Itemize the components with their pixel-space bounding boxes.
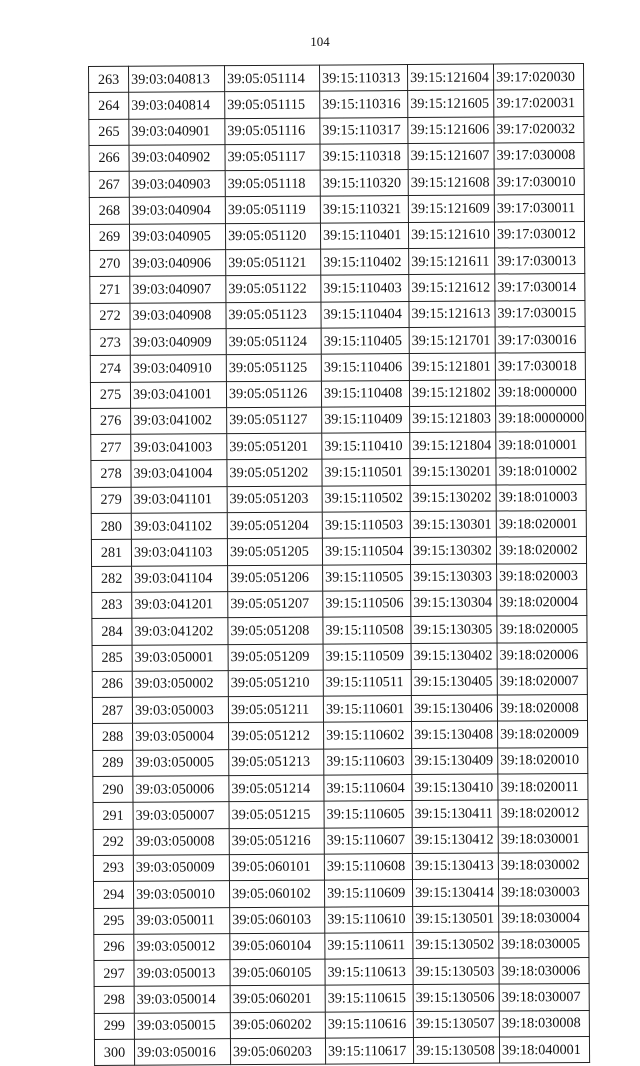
cadastral-number-cell: 39:05:051208 [228,617,323,644]
table-row [92,589,587,618]
table-row [91,484,586,513]
cadastral-number-cell: 39:18:020007 [497,668,587,695]
row-number-cell: 285 [92,645,132,672]
cadastral-number-cell: 39:15:110402 [321,249,409,276]
table-row [92,668,587,697]
table-row [91,432,586,461]
cadastral-number-cell: 39:18:020005 [497,616,587,643]
row-number-cell: 283 [92,592,132,619]
row-number-cell: 287 [92,697,132,724]
cadastral-number-cell: 39:15:130412 [412,827,498,854]
cadastral-number-cell: 39:03:050001 [132,644,228,671]
cadastral-number-cell: 39:03:041103 [131,539,227,566]
row-number-cell: 278 [91,461,131,488]
cadastral-number-cell: 39:15:130406 [411,695,497,722]
row-number-cell: 267 [89,171,129,198]
cadastral-number-cell: 39:05:051118 [225,170,320,197]
cadastral-number-cell: 39:15:121803 [410,406,496,433]
row-number-cell: 271 [90,277,130,304]
cadastral-number-cell: 39:03:040904 [129,197,225,224]
cadastral-number-cell: 39:15:130508 [413,1037,499,1064]
cadastral-number-cell: 39:17:030015 [495,300,585,327]
cadastral-number-cell: 39:15:130305 [411,616,497,643]
cadastral-number-cell: 39:03:040814 [129,92,225,119]
cadastral-number-cell: 39:15:121611 [409,248,495,275]
cadastral-number-cell: 39:03:041201 [132,592,228,619]
cadastral-number-cell: 39:15:110408 [321,380,409,407]
table-row [89,63,584,92]
cadastral-number-cell: 39:15:110615 [325,985,413,1012]
cadastral-number-cell: 39:05:051125 [226,354,321,381]
cadastral-number-cell: 39:03:050011 [134,907,230,934]
cadastral-number-cell: 39:18:030008 [499,1010,589,1037]
table-row [94,984,589,1013]
row-number-cell: 293 [93,855,133,882]
cadastral-number-cell: 39:15:121608 [408,169,494,196]
cadastral-number-cell: 39:18:030006 [499,958,589,985]
cadastral-number-cell: 39:17:030014 [495,274,585,301]
cadastral-number-cell: 39:03:040903 [129,171,225,198]
cadastral-number-cell: 39:17:030011 [494,195,584,222]
cadastral-number-cell: 39:03:050009 [133,855,229,882]
table-row [94,958,589,987]
cadastral-number-cell: 39:03:041004 [131,460,227,487]
cadastral-number-cell: 39:17:030010 [494,169,584,196]
cadastral-number-cell: 39:15:110506 [323,590,411,617]
cadastral-number-cell: 39:03:040902 [129,145,225,172]
cadastral-number-cell: 39:15:121801 [409,353,495,380]
cadastral-number-cell: 39:05:051211 [228,696,323,723]
table-row [89,195,584,224]
row-number-cell: 289 [93,750,133,777]
table-row [90,300,585,329]
cadastral-number-cell: 39:15:130303 [411,564,497,591]
cadastral-number-cell: 39:15:110503 [322,512,410,539]
cadastral-number-cell: 39:05:051203 [227,486,322,513]
cadastral-number-cell: 39:15:121604 [407,64,493,91]
cadastral-number-cell: 39:15:110401 [320,222,408,249]
row-number-cell: 291 [93,803,133,830]
cadastral-number-cell: 39:05:060203 [230,1038,325,1065]
row-number-cell: 279 [91,487,131,514]
table-row [89,221,584,250]
table-row [94,905,589,934]
cadastral-number-cell: 39:18:030002 [498,852,588,879]
cadastral-number-cell: 39:03:050014 [134,986,230,1013]
cadastral-number-cell: 39:03:050012 [134,933,230,960]
cadastral-number-cell: 39:15:110317 [320,117,408,144]
table-body [89,63,590,1065]
cadastral-number-table [88,63,590,1066]
cadastral-number-cell: 39:15:110502 [322,485,410,512]
cadastral-number-cell: 39:18:020002 [496,537,586,564]
cadastral-number-cell: 39:05:051114 [225,65,320,92]
row-number-cell: 281 [91,540,131,567]
cadastral-number-cell: 39:15:110404 [321,301,409,328]
cadastral-number-cell: 39:03:050013 [134,960,230,987]
cadastral-number-cell: 39:15:130502 [413,932,499,959]
cadastral-number-cell: 39:15:110605 [324,801,412,828]
cadastral-number-cell: 39:15:110511 [323,669,411,696]
cadastral-number-cell: 39:15:121613 [409,301,495,328]
cadastral-number-cell: 39:15:121610 [408,222,494,249]
cadastral-number-cell: 39:15:110611 [325,932,413,959]
cadastral-number-cell: 39:05:051120 [225,223,320,250]
row-number-cell: 275 [90,382,130,409]
cadastral-number-cell: 39:05:051124 [226,328,321,355]
cadastral-number-cell: 39:03:050005 [133,749,229,776]
cadastral-number-cell: 39:17:030013 [495,248,585,275]
cadastral-number-cell: 39:15:130302 [410,537,496,564]
table-row [90,353,585,382]
table-row [90,248,585,277]
row-number-cell: 295 [94,908,134,935]
cadastral-number-cell: 39:15:110313 [319,65,407,92]
cadastral-number-cell: 39:15:130402 [411,643,497,670]
cadastral-number-cell: 39:05:060104 [230,933,325,960]
cadastral-number-cell: 39:15:110608 [324,853,412,880]
row-number-cell: 264 [89,93,129,120]
cadastral-number-cell: 39:15:110321 [320,196,408,223]
cadastral-number-cell: 39:15:110405 [321,328,409,355]
cadastral-number-cell: 39:15:121701 [409,327,495,354]
row-number-cell: 286 [92,671,132,698]
cadastral-number-cell: 39:15:130413 [412,853,498,880]
cadastral-number-cell: 39:15:130202 [410,485,496,512]
cadastral-number-cell: 39:05:051119 [225,197,320,224]
row-number-cell: 274 [90,356,130,383]
cadastral-number-cell: 39:03:041202 [132,618,228,645]
cadastral-number-cell: 39:15:110601 [323,696,411,723]
row-number-cell: 299 [94,1013,134,1040]
cadastral-number-cell: 39:15:110320 [320,170,408,197]
cadastral-number-cell: 39:15:110409 [322,406,410,433]
cadastral-number-cell: 39:03:040901 [129,118,225,145]
cadastral-number-cell: 39:15:110509 [323,643,411,670]
row-number-cell: 288 [93,724,133,751]
row-number-cell: 284 [92,618,132,645]
cadastral-number-cell: 39:18:030001 [498,826,588,853]
cadastral-number-cell: 39:18:030005 [499,931,589,958]
cadastral-number-cell: 39:15:110318 [320,143,408,170]
cadastral-number-cell: 39:05:051206 [228,565,323,592]
table-row [93,852,588,881]
cadastral-number-cell: 39:15:130201 [410,458,496,485]
row-number-cell: 273 [90,329,130,356]
cadastral-number-cell: 39:15:121605 [408,90,494,117]
cadastral-number-cell: 39:15:110610 [325,906,413,933]
cadastral-number-cell: 39:18:030003 [498,879,588,906]
cadastral-number-cell: 39:15:130503 [413,958,499,985]
cadastral-number-cell: 39:15:130408 [412,721,498,748]
row-number-cell: 297 [94,960,134,987]
cadastral-number-cell: 39:15:110616 [325,1011,413,1038]
cadastral-number-cell: 39:05:051126 [226,381,321,408]
table-row [93,747,588,776]
row-number-cell: 282 [92,566,132,593]
cadastral-number-cell: 39:17:020031 [494,90,584,117]
table-row [91,511,586,540]
cadastral-number-cell: 39:03:050006 [133,776,229,803]
cadastral-number-cell: 39:18:000000 [495,379,585,406]
cadastral-number-cell: 39:03:040905 [129,223,225,250]
cadastral-number-cell: 39:18:020012 [498,800,588,827]
cadastral-number-cell: 39:15:130411 [412,800,498,827]
row-number-cell: 280 [91,513,131,540]
row-number-cell: 268 [89,198,129,225]
table-row [90,379,585,408]
table-row [89,142,584,171]
cadastral-number-cell: 39:18:020006 [497,642,587,669]
cadastral-number-cell: 39:03:050003 [132,697,228,724]
cadastral-number-cell: 39:18:020001 [496,511,586,538]
cadastral-number-cell: 39:17:020030 [493,63,583,90]
table-row [92,695,587,724]
cadastral-number-cell: 39:03:050010 [133,881,229,908]
cadastral-number-cell: 39:18:030007 [499,984,589,1011]
row-number-cell: 298 [94,987,134,1014]
cadastral-number-cell: 39:15:110609 [324,880,412,907]
table-row [92,616,587,645]
row-number-cell: 300 [94,1039,134,1066]
page-number: 104 [310,34,330,49]
cadastral-number-cell: 39:15:110316 [320,91,408,118]
cadastral-number-cell: 39:15:130507 [413,1011,499,1038]
cadastral-number-cell: 39:15:121802 [409,380,495,407]
table-row [93,800,588,829]
cadastral-number-cell: 39:15:130304 [411,590,497,617]
row-number-cell: 263 [89,66,129,93]
cadastral-number-cell: 39:03:040910 [130,355,226,382]
row-number-cell: 272 [90,303,130,330]
cadastral-number-cell: 39:05:051215 [229,801,324,828]
table-row [91,405,586,434]
cadastral-number-cell: 39:03:040908 [130,302,226,329]
table-row [93,826,588,855]
cadastral-number-cell: 39:15:110607 [324,827,412,854]
cadastral-number-cell: 39:05:051209 [228,644,323,671]
cadastral-number-cell: 39:03:040813 [129,66,225,93]
cadastral-number-cell: 39:18:020008 [497,695,587,722]
cadastral-number-cell: 39:18:010003 [496,484,586,511]
cadastral-number-cell: 39:15:121804 [410,432,496,459]
cadastral-number-cell: 39:15:110403 [321,275,409,302]
table-row [91,458,586,487]
cadastral-number-cell: 39:18:030004 [499,905,589,932]
cadastral-number-cell: 39:15:121607 [408,143,494,170]
cadastral-number-cell: 39:15:110406 [321,354,409,381]
table-row [91,537,586,566]
cadastral-number-cell: 39:05:051127 [227,407,322,434]
cadastral-number-cell: 39:15:130301 [410,511,496,538]
table-row [94,931,589,960]
cadastral-number-cell: 39:15:110410 [322,433,410,460]
row-number-cell: 292 [93,829,133,856]
cadastral-number-cell: 39:18:0000000 [496,405,586,432]
cadastral-number-cell: 39:05:051117 [225,144,320,171]
cadastral-number-cell: 39:18:020011 [498,773,588,800]
table-row [89,169,584,198]
row-number-cell: 269 [89,224,129,251]
cadastral-number-cell: 39:17:030012 [494,221,584,248]
row-number-cell: 276 [91,408,131,435]
row-number-cell: 290 [93,776,133,803]
table-row [92,642,587,671]
cadastral-number-cell: 39:03:050008 [133,828,229,855]
cadastral-number-cell: 39:05:051121 [226,249,321,276]
cadastral-number-cell: 39:05:051213 [229,749,324,776]
table-row [90,274,585,303]
cadastral-number-cell: 39:03:041003 [131,434,227,461]
cadastral-number-cell: 39:18:020003 [497,563,587,590]
row-number-cell: 294 [93,881,133,908]
cadastral-number-cell: 39:15:110501 [322,459,410,486]
cadastral-number-cell: 39:05:051122 [226,275,321,302]
row-number-cell: 265 [89,119,129,146]
cadastral-number-cell: 39:15:110508 [323,617,411,644]
table-row [90,326,585,355]
cadastral-number-cell: 39:05:051115 [225,91,320,118]
cadastral-number-cell: 39:03:041104 [132,565,228,592]
cadastral-number-cell: 39:03:040906 [130,250,226,277]
row-number-cell: 296 [94,934,134,961]
cadastral-number-cell: 39:15:121612 [409,274,495,301]
cadastral-number-cell: 39:15:121609 [408,196,494,223]
cadastral-number-cell: 39:03:041101 [131,486,227,513]
cadastral-number-cell: 39:03:050004 [133,723,229,750]
cadastral-number-cell: 39:05:051210 [228,670,323,697]
cadastral-number-cell: 39:18:040001 [499,1036,589,1063]
cadastral-number-cell: 39:05:051207 [228,591,323,618]
cadastral-number-cell: 39:15:110505 [323,564,411,591]
cadastral-number-cell: 39:03:050007 [133,802,229,829]
table-row [89,116,584,145]
cadastral-number-cell: 39:03:041001 [130,381,226,408]
cadastral-number-cell: 39:03:040907 [130,276,226,303]
cadastral-number-cell: 39:03:041102 [131,513,227,540]
table-row [89,90,584,119]
cadastral-number-cell: 39:05:051204 [227,512,322,539]
cadastral-number-cell: 39:15:130409 [412,748,498,775]
cadastral-number-cell: 39:05:051205 [227,538,322,565]
cadastral-number-cell: 39:03:050002 [132,670,228,697]
cadastral-number-cell: 39:18:010001 [496,432,586,459]
cadastral-number-cell: 39:03:040909 [130,329,226,356]
cadastral-number-cell: 39:17:030008 [494,142,584,169]
cadastral-number-cell: 39:17:030016 [495,326,585,353]
cadastral-number-cell: 39:18:020009 [498,721,588,748]
table-row [93,773,588,802]
row-number-cell: 270 [90,250,130,277]
cadastral-number-cell: 39:03:050016 [134,1039,230,1066]
cadastral-number-cell: 39:05:060103 [230,907,325,934]
cadastral-number-cell: 39:03:041002 [131,408,227,435]
cadastral-number-cell: 39:15:130506 [413,984,499,1011]
cadastral-number-cell: 39:15:130410 [412,774,498,801]
cadastral-number-cell: 39:15:110613 [325,959,413,986]
table-row [94,1010,589,1039]
table-row [93,879,588,908]
cadastral-number-cell: 39:15:110604 [324,775,412,802]
cadastral-number-cell: 39:05:060201 [230,985,325,1012]
row-number-cell: 266 [89,145,129,172]
cadastral-number-cell: 39:05:051214 [229,775,324,802]
cadastral-number-cell: 39:15:110602 [324,722,412,749]
cadastral-number-cell: 39:05:051201 [227,433,322,460]
cadastral-number-cell: 39:17:020032 [494,116,584,143]
cadastral-number-cell: 39:05:051123 [226,302,321,329]
row-number-cell: 277 [91,434,131,461]
cadastral-number-cell: 39:18:020004 [497,589,587,616]
cadastral-number-cell: 39:17:030018 [495,353,585,380]
cadastral-number-cell: 39:18:010002 [496,458,586,485]
cadastral-number-cell: 39:15:110603 [324,748,412,775]
cadastral-number-cell: 39:15:130414 [412,879,498,906]
table-row [93,721,588,750]
table-row [92,563,587,592]
cadastral-number-cell: 39:05:060105 [230,959,325,986]
cadastral-number-cell: 39:05:060101 [229,854,324,881]
cadastral-number-cell: 39:03:050015 [134,1012,230,1039]
cadastral-number-cell: 39:15:130405 [411,669,497,696]
cadastral-number-cell: 39:05:060202 [230,1012,325,1039]
cadastral-number-cell: 39:05:051202 [227,460,322,487]
cadastral-number-cell: 39:15:110504 [322,538,410,565]
cadastral-number-cell: 39:05:051116 [225,118,320,145]
cadastral-number-cell: 39:15:110617 [325,1038,413,1065]
table-row [94,1036,589,1065]
cadastral-number-cell: 39:05:051216 [229,828,324,855]
cadastral-number-cell: 39:05:051212 [229,722,324,749]
cadastral-number-cell: 39:15:130501 [413,906,499,933]
cadastral-number-cell: 39:18:020010 [498,747,588,774]
cadastral-number-cell: 39:15:121606 [408,117,494,144]
cadastral-number-cell: 39:05:060102 [229,880,324,907]
